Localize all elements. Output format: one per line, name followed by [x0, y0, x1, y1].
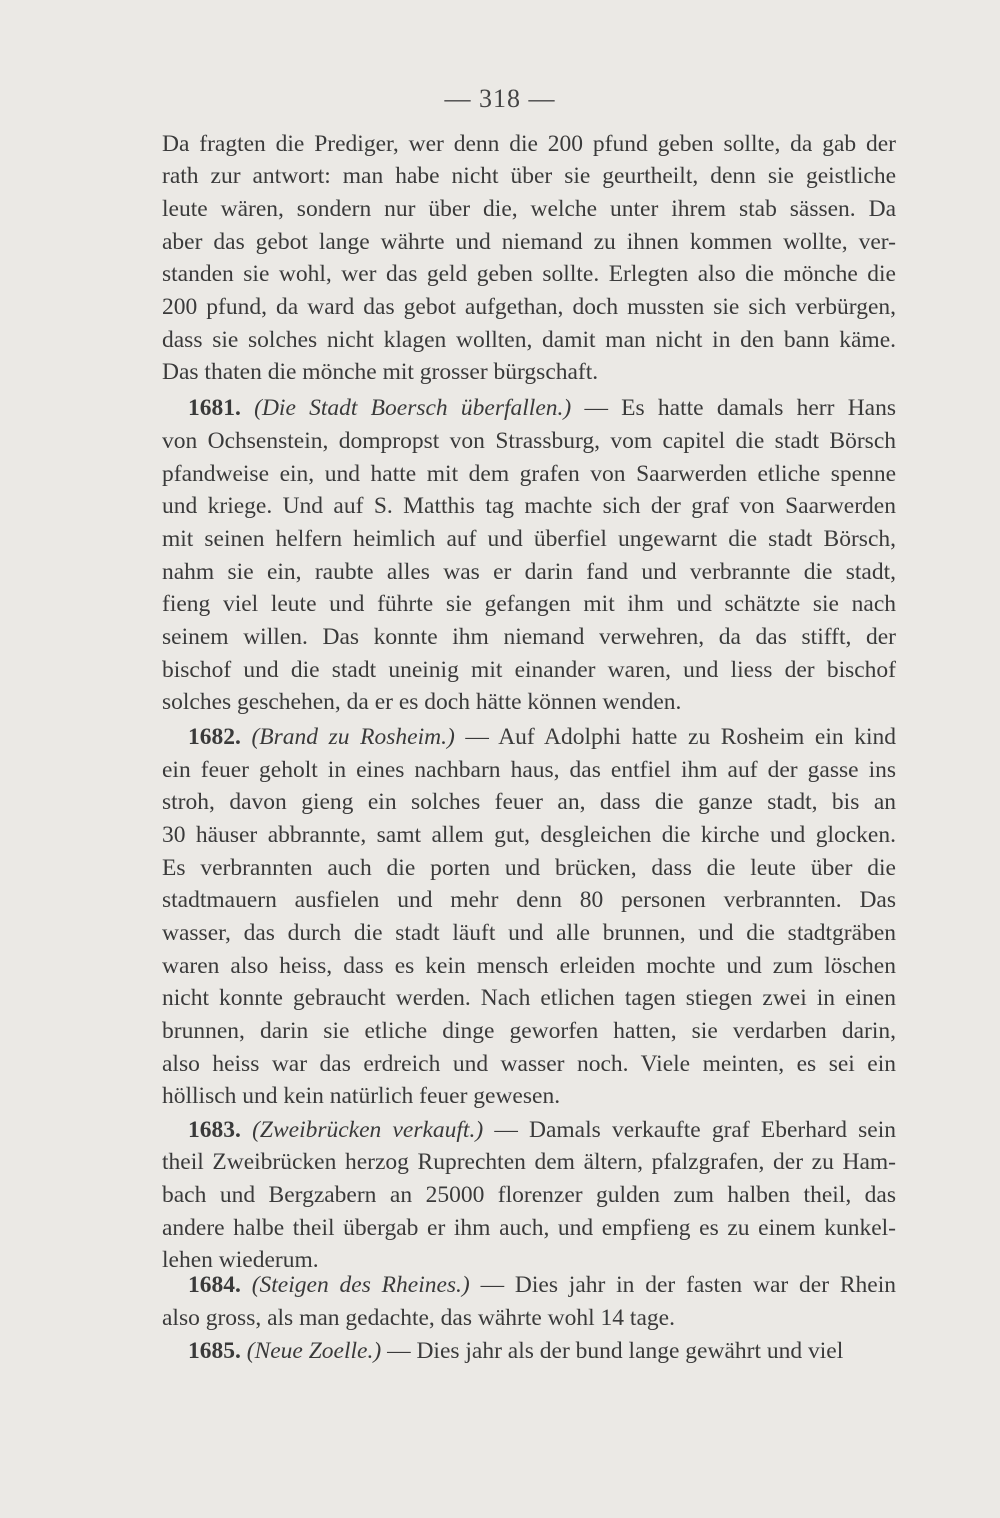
entry-year: 1685. — [188, 1338, 241, 1364]
entry-heading: (Steigen des Rheines.) — [251, 1272, 470, 1298]
text-line: von Ochsenstein, dompropst von Strassburg, vom capitel die stadt Börsch — [162, 428, 896, 454]
text-line: aber das gebot lange währte und niemand zu ihnen kommen wollte, ver- — [162, 229, 896, 255]
text-line: Da fragten die Prediger, wer denn die 200 pfund geben sollte, da gab der — [162, 131, 896, 157]
text-line: rath zur antwort: man habe nicht über sie geurtheilt, denn sie geistliche — [162, 163, 896, 189]
text-line: bach und Bergzabern an 25000 florenzer gulden zum halben theil, das — [162, 1182, 896, 1208]
text-line: theil Zweibrücken herzog Ruprechten dem ältern, pfalzgrafen, der zu Ham- — [162, 1149, 896, 1175]
text-line: wasser, das durch die stadt läuft und alle brunnen, und die stadtgräben — [162, 920, 896, 946]
line-text: — Es hatte damals herr Hans — [571, 395, 896, 421]
text-line: Das thaten die mönche mit grosser bürgschaft. — [162, 359, 599, 385]
text-line: bischof und die stadt uneinig mit einander waren, und liess der bischof — [162, 657, 896, 683]
text-line: stadtmauern ausfielen und mehr denn 80 personen verbrannten. Das — [162, 887, 896, 913]
line-text: — Dies jahr in der fasten war der Rhein — [469, 1272, 896, 1298]
text-line — [188, 1114, 896, 1147]
text-line: 200 pfund, da ward das gebot aufgethan, doch mussten sie sich verbürgen, — [162, 294, 896, 320]
entry-year: 1681. — [188, 395, 241, 421]
text-line: solches geschehen, da er es doch hätte können wenden. — [162, 689, 682, 715]
text-line: lehen wiederum. — [162, 1247, 319, 1273]
line-text: — Auf Adolphi hatte zu Rosheim ein kind — [454, 724, 896, 750]
entry-year: 1683. — [188, 1117, 241, 1143]
text-line: mit seinen helfern heimlich auf und überfiel ungewarnt die stadt Börsch, — [162, 526, 896, 552]
text-line — [188, 1269, 896, 1302]
text-line: leute wären, sondern nur über die, welche unter ihrem stab sässen. Da — [162, 196, 896, 222]
text-line: nicht konnte gebraucht werden. Nach etlichen tagen stiegen zwei in einen — [162, 985, 896, 1011]
text-line: nahm sie ein, raubte alles was er darin fand und verbrannte die stadt, — [162, 559, 896, 585]
entry-heading: (Zweibrücken verkauft.) — [252, 1117, 484, 1143]
text-line — [188, 1335, 896, 1368]
text-line: Es verbrannten auch die porten und brücken, dass die leute über die — [162, 855, 896, 881]
text-line: ein feuer geholt in eines nachbarn haus, das entfiel ihm auf der gasse ins — [162, 757, 896, 783]
entry-heading: (Brand zu Rosheim.) — [251, 724, 455, 750]
text-line: waren also heiss, dass es kein mensch erleiden mochte und zum löschen — [162, 953, 896, 979]
entry-heading: (Neue Zoelle.) — [246, 1338, 382, 1364]
text-line: höllisch und kein natürlich feuer gewesen. — [162, 1083, 561, 1109]
entry-year: 1682. — [188, 724, 241, 750]
page-number: — 318 — — [444, 84, 556, 113]
text-line: 30 häuser abbrannte, samt allem gut, desgleichen die kirche und glocken. — [162, 822, 896, 848]
line-text: — Damals verkaufte graf Eberhard sein — [483, 1117, 896, 1143]
line-text: — Dies jahr als der bund lange gewährt und viel — [381, 1338, 844, 1364]
text-line: standen sie wohl, wer das geld geben sollte. Erlegten also die mönche die — [162, 261, 896, 287]
text-line: brunnen, darin sie etliche dinge geworfen hatten, sie verdarben darin, — [162, 1018, 896, 1044]
text-line: stroh, davon gieng ein solches feuer an, dass die ganze stadt, bis an — [162, 789, 896, 815]
entry-heading: (Die Stadt Boersch überfallen.) — [254, 395, 572, 421]
text-line — [188, 392, 896, 425]
text-line: also gross, als man gedachte, das währte wohl 14 tage. — [162, 1305, 675, 1331]
text-line: andere halbe theil übergab er ihm auch, und empfieng es zu einem kunkel- — [162, 1215, 896, 1241]
text-line: also heiss war das erdreich und wasser noch. Viele meinten, es sei ein — [162, 1051, 896, 1077]
text-line: und kriege. Und auf S. Matthis tag machte sich der graf von Saarwerden — [162, 493, 896, 519]
text-line: dass sie solches nicht klagen wollten, damit man nicht in den bann käme. — [162, 327, 896, 353]
text-line — [188, 721, 896, 754]
text-line: pfandweise ein, und hatte mit dem grafen von Saarwerden etliche spenne — [162, 461, 896, 487]
entry-year: 1684. — [188, 1272, 241, 1298]
text-line: seinem willen. Das konnte ihm niemand verwehren, da das stifft, der — [162, 624, 896, 650]
text-line: fieng viel leute und führte sie gefangen mit ihm und schätzte sie nach — [162, 591, 896, 617]
